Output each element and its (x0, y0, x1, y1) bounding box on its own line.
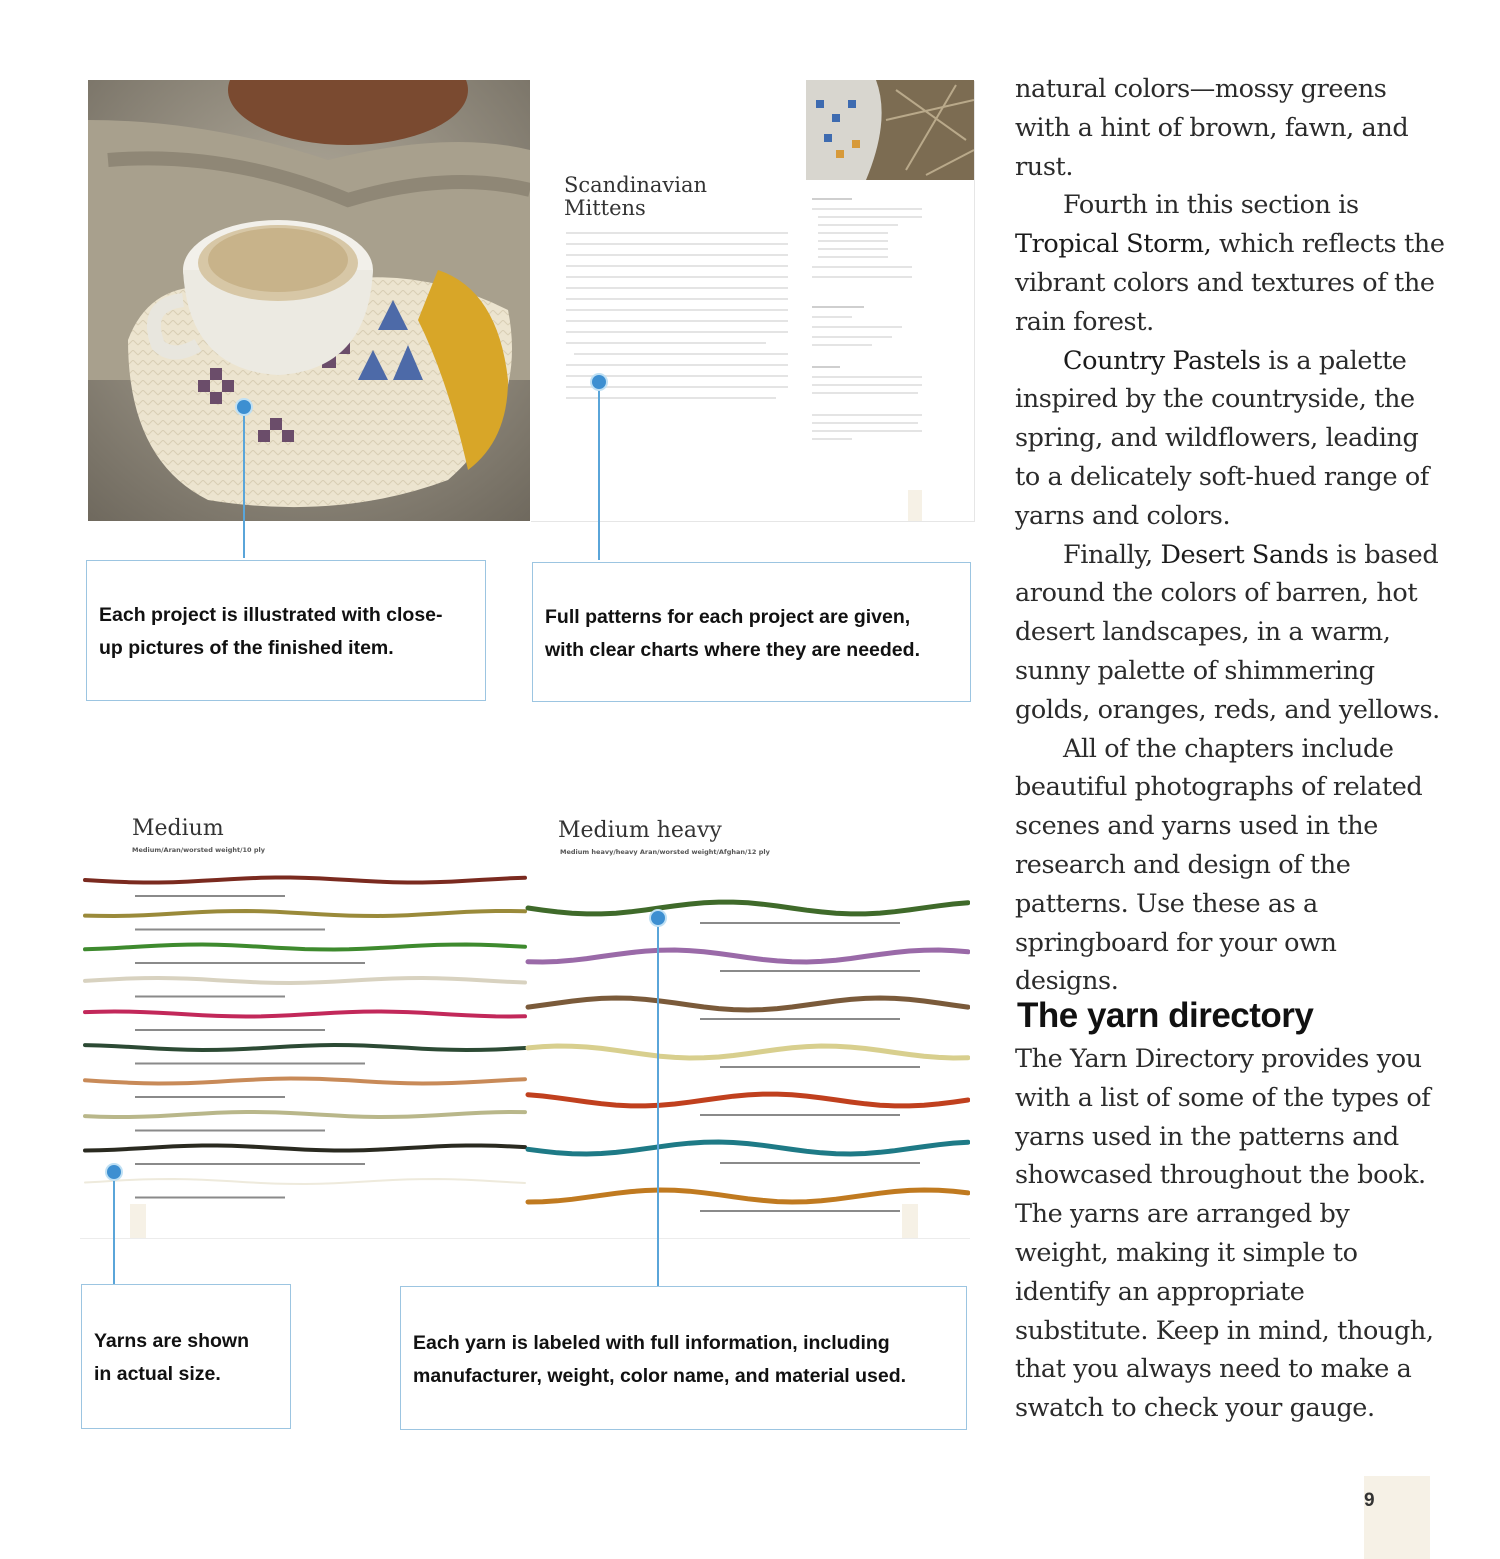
yarn-strands (80, 798, 970, 1238)
yarn-strand (85, 878, 525, 883)
callout-yarn-labels (400, 1286, 967, 1430)
yarn-strand (85, 978, 525, 983)
callout-text-line2: manufacturer, weight, color name, and material used. (413, 1365, 907, 1387)
page-tab-small (130, 1204, 146, 1238)
yarn-directory-preview (80, 798, 970, 1238)
yarn-label (700, 1210, 900, 1212)
yarn-strand (85, 945, 525, 950)
yarn-strand (528, 1190, 968, 1202)
section-body: The Yarn Directory provides you with a list of some of the types of yarns used in the patterns and showcased throughout the book. The yarns are arranged by weight, making it simple to identify an appropriate substitute. Keep in mind, though, that you always need to make a swatch to check your gauge. (1015, 1044, 1434, 1424)
yarn-strand (85, 1012, 525, 1017)
callout-text-line1: Yarns are shown (94, 1330, 249, 1352)
yarn-label (135, 929, 325, 931)
palette-name: Tropical Storm, (1015, 229, 1212, 260)
yarn-label (135, 1063, 365, 1065)
paragraph (1015, 186, 1445, 341)
section-heading: The yarn directory (1017, 996, 1314, 1035)
yarn-strand (85, 1146, 525, 1151)
paragraph-tail: is a palette inspired by the countryside, the spring, and wildflowers, leading to a delicately soft-hued range of yarns and colors. (1015, 345, 1429, 531)
yarn-strand (85, 1079, 525, 1084)
yarn-weight-subheading-left: Medium/Aran/worsted weight/10 ply (132, 846, 265, 854)
callout-text-line2: up pictures of the finished item. (99, 637, 394, 659)
yarn-strand (85, 911, 525, 916)
yarn-label (135, 996, 285, 998)
page-number-tab (1364, 1476, 1430, 1559)
paragraph: natural colors—mossy greens with a hint of brown, fawn, and rust. (1015, 74, 1409, 182)
callout-text-line2: in actual size. (94, 1363, 221, 1385)
yarn-strand (528, 902, 968, 914)
yarn-strand (85, 1179, 525, 1184)
yarn-strand (528, 1142, 968, 1154)
callout-text-line1: Full patterns for each project are given, (545, 606, 911, 628)
palette-name: Country Pastels (1063, 345, 1261, 376)
yarn-strand (528, 1094, 968, 1106)
yarn-strand (528, 998, 968, 1010)
callout-marker (107, 1165, 121, 1179)
yarn-label (135, 895, 285, 897)
callout-full-patterns (532, 562, 971, 702)
pattern-title-line1: Scandinavian (564, 173, 708, 197)
palette-name: Desert Sands (1160, 539, 1329, 570)
yarn-label (135, 1163, 365, 1165)
yarn-strand (528, 1046, 968, 1058)
mittens-photo (88, 80, 530, 521)
paragraph-tail: which reflects the vibrant colors and textures of the rain forest. (1015, 229, 1445, 337)
leader-line (243, 405, 245, 558)
paragraph (1015, 342, 1445, 536)
mittens-photo-art (88, 80, 530, 521)
yarn-weight-subheading-right: Medium heavy/heavy Aran/worsted weight/Afghan/12 ply (560, 848, 770, 856)
yarn-label (135, 1029, 325, 1031)
mitten-thumbnail (806, 80, 974, 180)
callout-actual-size (81, 1284, 291, 1429)
callout-close-up-pictures (86, 560, 486, 701)
yarn-label (720, 970, 920, 972)
paragraph-lead: Finally, (1063, 539, 1153, 570)
leader-line (113, 1172, 115, 1284)
yarn-label (720, 1162, 920, 1164)
callout-text-line1: Each project is illustrated with close- (99, 604, 443, 626)
yarn-strand (85, 1045, 525, 1050)
leader-line (657, 918, 659, 1286)
yarn-label (135, 1197, 285, 1199)
paragraph: All of the chapters include beautiful photographs of related scenes and yarns used in the research and design of the patterns. Use these as a springboard for your own designs. (1015, 733, 1423, 997)
yarn-label (135, 962, 365, 964)
yarn-label (135, 1130, 325, 1132)
yarn-label (700, 1018, 900, 1020)
page-tab-small (902, 1204, 918, 1238)
paragraph-lead: Fourth in this section is (1063, 190, 1359, 221)
pattern-title-line2: Mittens (564, 196, 646, 220)
yarn-label (700, 1114, 900, 1116)
yarn-label (700, 922, 900, 924)
callout-text-line1: Each yarn is labeled with full information, including (413, 1332, 890, 1354)
body-text (1015, 70, 1445, 1001)
callout-marker (592, 375, 606, 389)
yarn-strand (528, 950, 968, 962)
paragraph-tail: is based around the colors of barren, hot desert landscapes, in a warm, sunny palette of shimmering golds, oranges, reds, and yellows. (1015, 539, 1440, 725)
leader-line (598, 380, 600, 560)
yarn-label (720, 1066, 920, 1068)
page-tab-small (908, 490, 922, 521)
yarn-label (135, 1096, 285, 1098)
page-number: 9 (1364, 1490, 1375, 1511)
pattern-title (564, 174, 707, 220)
yarn-weight-heading-left: Medium (132, 816, 224, 841)
yarn-weight-heading-right: Medium heavy (558, 818, 722, 843)
callout-marker (651, 911, 665, 925)
paragraph (1015, 536, 1445, 730)
pattern-page-preview (530, 80, 974, 521)
callout-text-line2: with clear charts where they are needed. (545, 639, 920, 661)
yarn-strand (85, 1112, 525, 1117)
callout-marker (237, 400, 251, 414)
